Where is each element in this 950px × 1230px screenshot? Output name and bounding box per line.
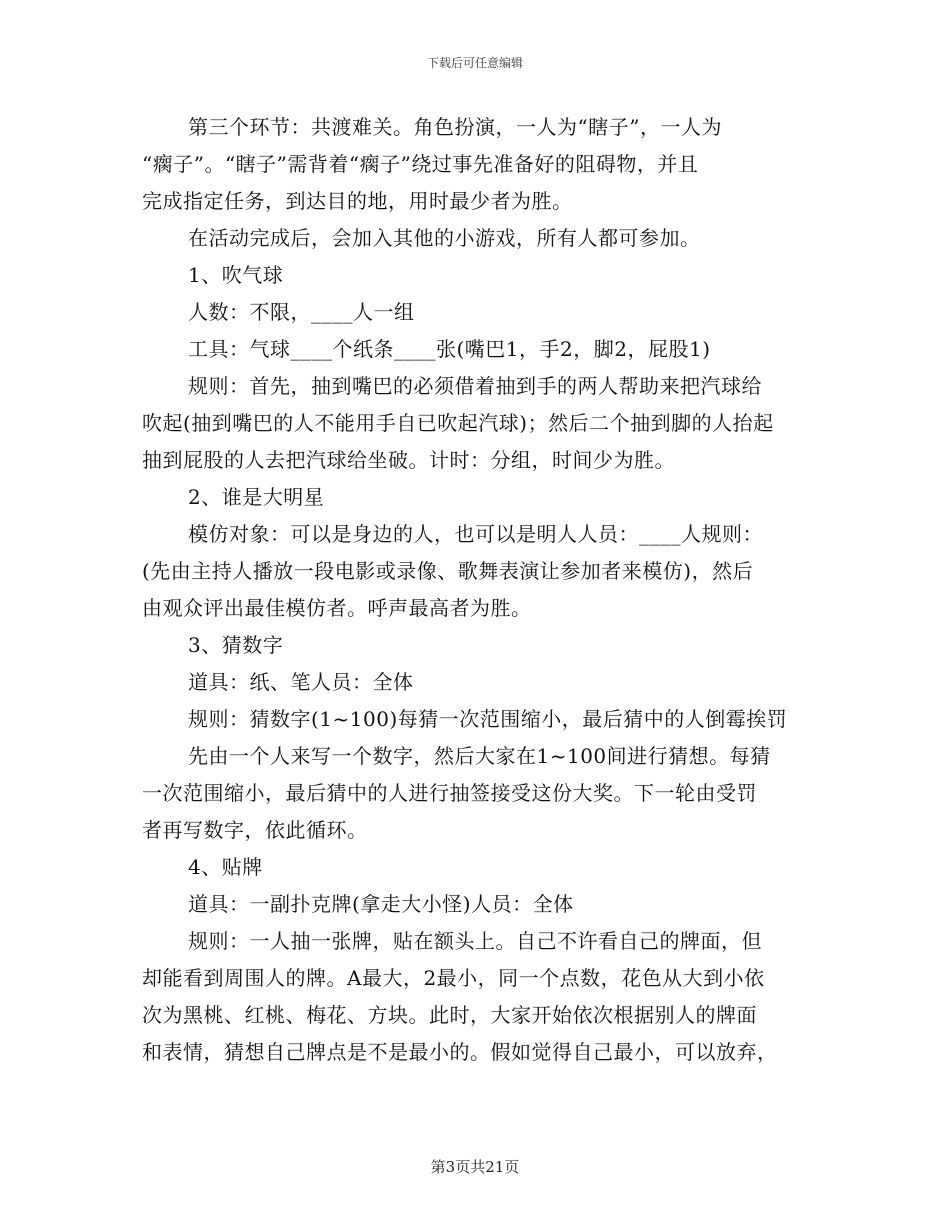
paragraph-line: 工具：气球____个纸条____张(嘴巴1，手2，脚2，屁股1) (188, 337, 711, 361)
paragraph-line: 在活动完成后，会加入其他的小游戏，所有人都可参加。 (188, 226, 701, 250)
paragraph-line: “瘸子”。“瞎子”需背着“瘸子”绕过事先准备好的阻碍物，并且 (142, 152, 699, 176)
paragraph-line: 抽到屁股的人去把汽球给坐破。计时：分组，时间少为胜。 (142, 448, 675, 472)
section-heading: 4、贴牌 (188, 855, 263, 879)
paragraph-line: 吹起(抽到嘴巴的人不能用手自已吹起汽球)；然后二个抽到脚的人抬起 (142, 411, 774, 435)
paragraph-line: 和表情，猜想自己牌点是不是最小的。假如觉得自己最小，可以放弃， (142, 1040, 778, 1064)
paragraph-line: 次为黑桃、红桃、梅花、方块。此时，大家开始依次根据别人的牌面 (142, 1003, 757, 1027)
paragraph-line: 却能看到周围人的牌。A最大，2最小，同一个点数，花色从大到小依 (142, 966, 765, 990)
paragraph-line: 一次范围缩小，最后猜中的人进行抽签接受这份大奖。下一轮由受罚 (142, 781, 757, 805)
section-heading: 1、吹气球 (188, 263, 284, 287)
paragraph-line: 完成指定任务，到达目的地，用时最少者为胜。 (142, 189, 573, 213)
paragraph-line: 规则：一人抽一张牌，贴在额头上。自己不许看自己的牌面，但 (188, 929, 762, 953)
paragraph-line: 规则：首先，抽到嘴巴的必须借着抽到手的两人帮助来把汽球给 (188, 374, 762, 398)
section-heading: 3、猜数字 (188, 633, 284, 657)
page-footer: 第3页共21页 (430, 1158, 520, 1176)
document-body (142, 109, 810, 1071)
page-header: 下载后可任意编辑 (426, 56, 523, 70)
paragraph-line: 模仿对象：可以是身边的人，也可以是明人人员：____人规则： (188, 522, 763, 546)
paragraph-line: 由观众评出最佳模仿者。呼声最高者为胜。 (142, 596, 532, 620)
paragraph-line: 道具：纸、笔人员：全体 (188, 670, 414, 694)
paragraph-line: 者再写数字，依此循环。 (142, 818, 368, 842)
paragraph-line: 先由一个人来写一个数字，然后大家在1~100间进行猜想。每猜 (188, 744, 771, 768)
paragraph-line: 人数：不限，____人一组 (188, 300, 415, 324)
paragraph-line: 道具：一副扑克牌(拿走大小怪)人员：全体 (188, 892, 574, 916)
paragraph-line: 规则：猜数字(1~100)每猜一次范围缩小，最后猜中的人倒霉挨罚 (188, 707, 788, 731)
section-heading: 2、谁是大明星 (188, 485, 325, 509)
paragraph-line: 第三个环节：共渡难关。角色扮演，一人为“瞎子”，一人为 (188, 115, 722, 139)
paragraph-line: (先由主持人播放一段电影或录像、歌舞表演让参加者来模仿)，然后 (142, 559, 754, 583)
